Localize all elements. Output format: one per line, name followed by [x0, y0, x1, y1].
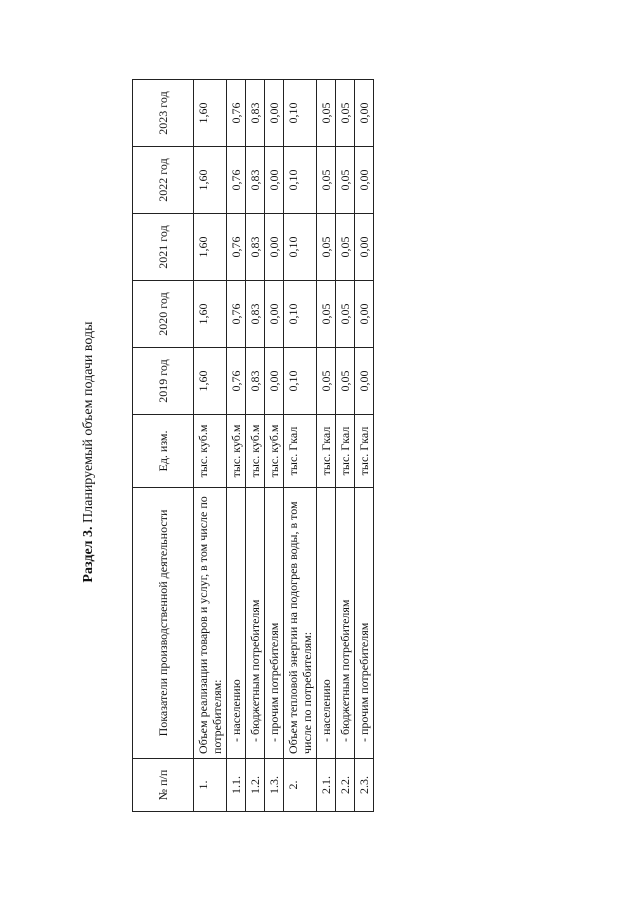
- table-cell: 2.3.: [355, 759, 374, 812]
- table-cell: 0,10: [284, 80, 317, 147]
- table-cell: 0,00: [355, 80, 374, 147]
- header-cell: 2020 год: [133, 281, 194, 348]
- table-cell: 0,00: [265, 281, 284, 348]
- table-cell: 0,05: [317, 147, 336, 214]
- table-cell: 0,83: [246, 348, 265, 415]
- table-cell: 2.1.: [317, 759, 336, 812]
- table-cell: Объем тепловой энергии на подогрев воды, в том числе по потребителям:: [284, 488, 317, 759]
- table-cell: 0,05: [317, 80, 336, 147]
- table-cell: - бюджетным потребителям: [336, 488, 355, 759]
- table-cell: 0,76: [227, 214, 246, 281]
- table-cell: 0,05: [317, 214, 336, 281]
- section-name: Планируемый объем подачи воды: [81, 321, 96, 527]
- table-cell: 0,00: [265, 147, 284, 214]
- table-cell: 1.1.: [227, 759, 246, 812]
- table-cell: 0,05: [317, 348, 336, 415]
- table-cell: 1,60: [194, 348, 227, 415]
- table-cell: тыс. куб.м: [246, 415, 265, 488]
- table-cell: тыс. куб.м: [194, 415, 227, 488]
- table-row: [194, 80, 227, 812]
- table-cell: Объем реализации товаров и услуг, в том числе по потребителям:: [194, 488, 227, 759]
- table-cell: 0,00: [265, 80, 284, 147]
- table-cell: 0,76: [227, 147, 246, 214]
- table-cell: 1.: [194, 759, 227, 812]
- table-cell: 0,83: [246, 281, 265, 348]
- table-cell: 0,00: [265, 214, 284, 281]
- table-cell: - прочим потребителям: [355, 488, 374, 759]
- section-number: Раздел 3.: [81, 526, 96, 583]
- table-cell: - населению: [227, 488, 246, 759]
- table-cell: тыс. Гкал: [284, 415, 317, 488]
- table-cell: 1.3.: [265, 759, 284, 812]
- header-cell: 2023 год: [133, 80, 194, 147]
- table-cell: 1,60: [194, 281, 227, 348]
- table-cell: 0,83: [246, 80, 265, 147]
- table-cell: 0,10: [284, 281, 317, 348]
- table-cell: тыс. куб.м: [227, 415, 246, 488]
- table-row: [265, 80, 284, 812]
- table-cell: 0,00: [265, 348, 284, 415]
- table-cell: 0,05: [336, 80, 355, 147]
- table-cell: 0,76: [227, 80, 246, 147]
- table-header-row: [133, 80, 194, 812]
- table-cell: 0,10: [284, 348, 317, 415]
- table-cell: 0,05: [336, 214, 355, 281]
- table-cell: тыс. Гкал: [336, 415, 355, 488]
- table-cell: 0,05: [336, 281, 355, 348]
- header-cell: Ед. изм.: [133, 415, 194, 488]
- table-cell: тыс. Гкал: [317, 415, 336, 488]
- table-cell: 0,00: [355, 214, 374, 281]
- header-cell: 2022 год: [133, 147, 194, 214]
- table-cell: 0,05: [336, 147, 355, 214]
- table-cell: 0,00: [355, 147, 374, 214]
- header-cell: 2021 год: [133, 214, 194, 281]
- table-cell: тыс. Гкал: [355, 415, 374, 488]
- table-cell: - прочим потребителям: [265, 488, 284, 759]
- table-cell: - бюджетным потребителям: [246, 488, 265, 759]
- table-cell: 0,00: [355, 281, 374, 348]
- table-cell: тыс. куб.м: [265, 415, 284, 488]
- table-cell: 1,60: [194, 80, 227, 147]
- table-row: [284, 80, 317, 812]
- water-supply-table: [132, 79, 374, 812]
- table-cell: 1,60: [194, 147, 227, 214]
- table-body: [194, 80, 374, 812]
- table-row: [355, 80, 374, 812]
- table-cell: 0,05: [317, 281, 336, 348]
- section-title: [80, 32, 98, 872]
- table-cell: 0,00: [355, 348, 374, 415]
- table-cell: 0,10: [284, 147, 317, 214]
- table-cell: 0,83: [246, 147, 265, 214]
- table-row: [336, 80, 355, 812]
- table-cell: - населению: [317, 488, 336, 759]
- header-cell: Показатели производственной деятельности: [133, 488, 194, 759]
- table-row: [246, 80, 265, 812]
- rotated-page: [80, 32, 560, 872]
- table-cell: 0,05: [336, 348, 355, 415]
- table-cell: 0,10: [284, 214, 317, 281]
- header-cell: № п/п: [133, 759, 194, 812]
- table-cell: 1.2.: [246, 759, 265, 812]
- table-cell: 1,60: [194, 214, 227, 281]
- table-cell: 2.: [284, 759, 317, 812]
- table-row: [317, 80, 336, 812]
- table-cell: 0,76: [227, 281, 246, 348]
- table-cell: 0,83: [246, 214, 265, 281]
- table-row: [227, 80, 246, 812]
- table-cell: 2.2.: [336, 759, 355, 812]
- table-cell: 0,76: [227, 348, 246, 415]
- header-cell: 2019 год: [133, 348, 194, 415]
